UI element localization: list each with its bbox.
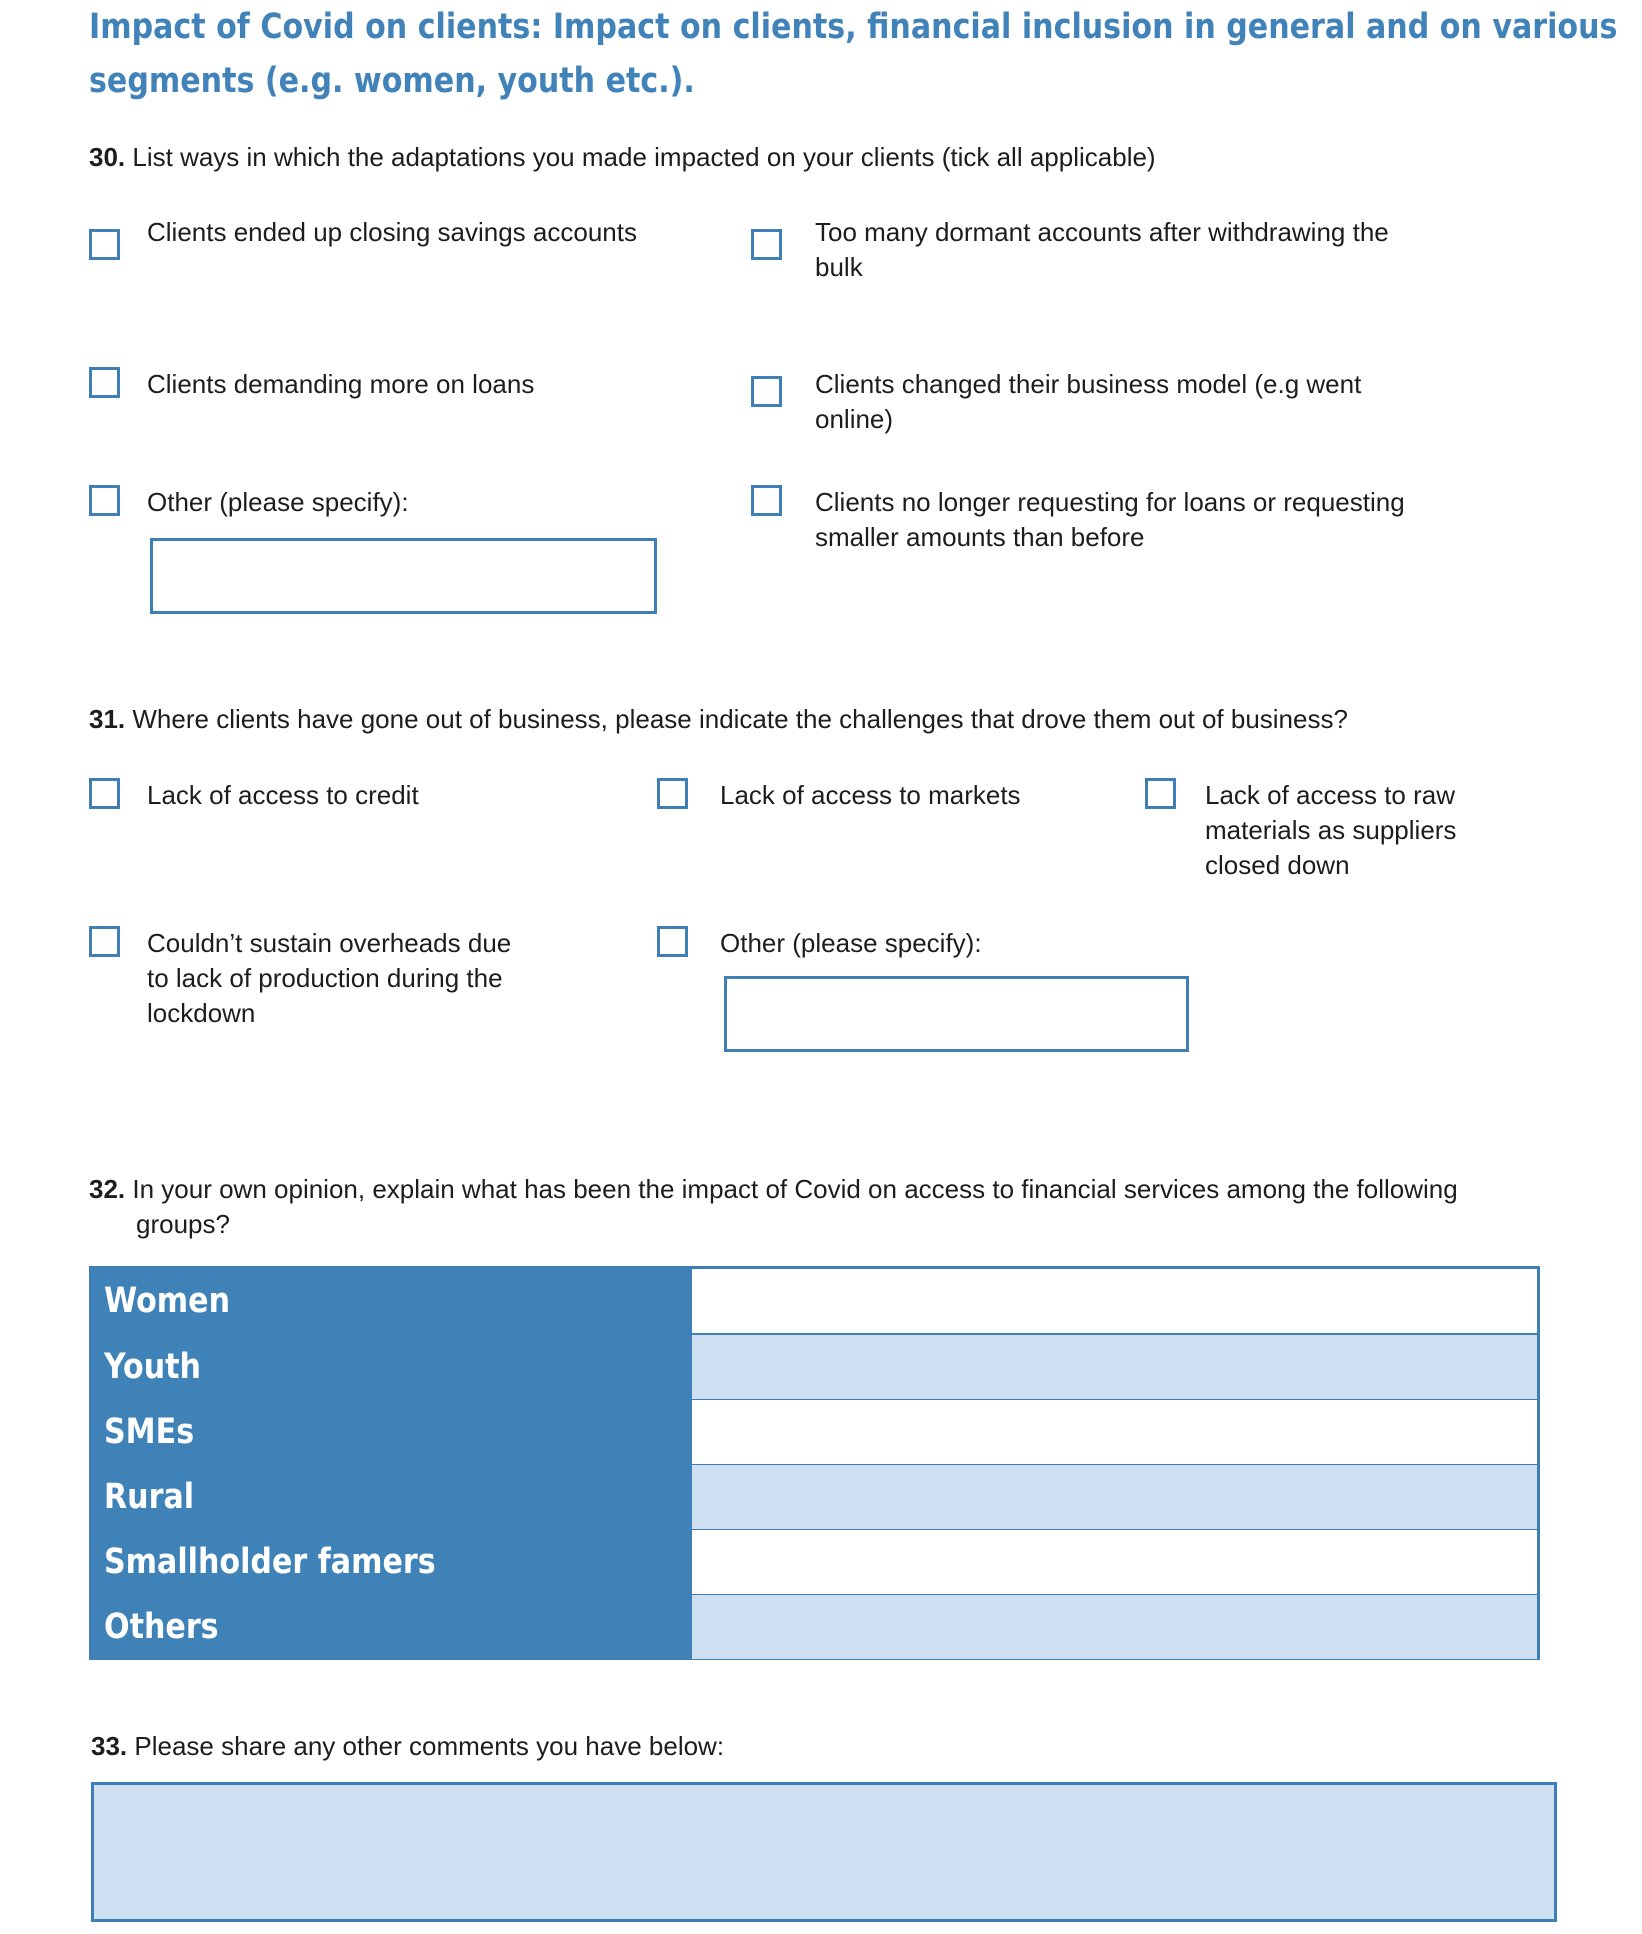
table-row [92, 1269, 1537, 1333]
row-label: Smallholder famers [104, 1542, 436, 1582]
option-label: Lack of access to markets [720, 780, 1021, 810]
answer-cell-smes[interactable] [692, 1400, 1537, 1464]
groups-table [89, 1266, 1540, 1660]
checkbox-no-longer-requesting[interactable] [751, 485, 782, 516]
row-label: Youth [104, 1347, 201, 1387]
checkbox-access-credit[interactable] [89, 778, 120, 809]
checkbox-other-q31[interactable] [657, 926, 688, 957]
section-heading [89, 0, 1618, 108]
checkbox-demanding-loans[interactable] [89, 367, 120, 398]
option-label: Clients no longer requesting for loans or requesting smaller amounts than before [815, 487, 1405, 552]
option-label: Other (please specify): [720, 928, 982, 958]
other-specify-input-q31[interactable] [724, 976, 1189, 1052]
question-number: 33. [91, 1731, 128, 1761]
question-text: In your own opinion, explain what has been the impact of Covid on access to financial services among the following [132, 1174, 1458, 1204]
question-32 [89, 1172, 1458, 1242]
answer-cell-youth[interactable] [692, 1335, 1537, 1399]
other-specify-input-q30[interactable] [150, 538, 657, 614]
checkbox-overheads[interactable] [89, 926, 120, 957]
answer-cell-women[interactable] [692, 1269, 1537, 1333]
row-label: Women [104, 1281, 231, 1321]
question-31 [89, 702, 1348, 737]
question-30 [89, 140, 1156, 175]
option-label: Couldn’t sustain overheads due to lack of production during the lockdown [147, 928, 512, 1028]
question-text: List ways in which the adaptations you made impacted on your clients (tick all applicable) [132, 142, 1156, 172]
question-text-cont: groups? [136, 1209, 230, 1239]
row-label: SMEs [104, 1412, 195, 1452]
option-label: Lack of access to raw materials as suppliers closed down [1205, 780, 1457, 880]
option-label: Clients changed their business model (e.g went online) [815, 369, 1362, 434]
table-row [92, 1465, 1537, 1529]
question-number: 31. [89, 704, 126, 734]
answer-cell-smallholder[interactable] [692, 1530, 1537, 1594]
table-row [92, 1400, 1537, 1464]
question-33 [91, 1729, 724, 1764]
checkbox-dormant-accounts[interactable] [751, 229, 782, 260]
checkbox-closing-savings[interactable] [89, 229, 120, 260]
row-label: Rural [104, 1477, 195, 1517]
option-label: Other (please specify): [147, 487, 409, 517]
question-text: Where clients have gone out of business, please indicate the challenges that drove them out of business? [132, 704, 1348, 734]
checkbox-business-model[interactable] [751, 376, 782, 407]
option-label: Clients demanding more on loans [147, 369, 535, 399]
option-label: Too many dormant accounts after withdrawing the bulk [815, 217, 1389, 282]
section-heading-line2: segments (e.g. women, youth etc.). [89, 61, 695, 101]
option-label: Lack of access to credit [147, 780, 419, 810]
checkbox-access-markets[interactable] [657, 778, 688, 809]
question-text: Please share any other comments you have below: [134, 1731, 725, 1761]
comments-textarea[interactable] [91, 1782, 1557, 1922]
answer-cell-rural[interactable] [692, 1465, 1537, 1529]
checkbox-raw-materials[interactable] [1145, 778, 1176, 809]
row-label: Others [104, 1607, 219, 1647]
section-heading-line1: Impact of Covid on clients: Impact on clients, financial inclusion in general and on various [89, 7, 1618, 47]
option-label: Clients ended up closing savings accounts [147, 217, 637, 247]
checkbox-other-q30[interactable] [89, 485, 120, 516]
table-row [92, 1530, 1537, 1594]
question-number: 30. [89, 142, 126, 172]
table-row [92, 1335, 1537, 1399]
answer-cell-others[interactable] [692, 1595, 1537, 1659]
table-row [92, 1595, 1537, 1659]
question-number: 32. [89, 1174, 126, 1204]
